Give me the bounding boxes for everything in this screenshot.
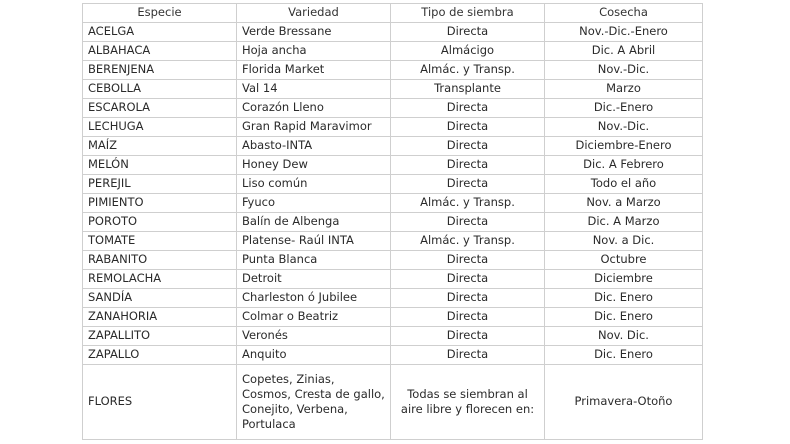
cell-variedad: Punta Blanca bbox=[237, 251, 391, 270]
table-row bbox=[83, 23, 703, 42]
cell-cosecha: Diciembre-Enero bbox=[545, 137, 703, 156]
cell-cosecha: Dic. A Marzo bbox=[545, 213, 703, 232]
cell-cosecha: Dic. Enero bbox=[545, 346, 703, 365]
cell-especie: MAÍZ bbox=[83, 137, 237, 156]
cell-cosecha: Octubre bbox=[545, 251, 703, 270]
cell-variedad: Fyuco bbox=[237, 194, 391, 213]
cell-tipo-de-siembra: Directa bbox=[391, 251, 545, 270]
cell-cosecha: Dic. A Abril bbox=[545, 42, 703, 61]
cell-especie: PIMIENTO bbox=[83, 194, 237, 213]
cell-especie: PEREJIL bbox=[83, 175, 237, 194]
cell-especie: BERENJENA bbox=[83, 61, 237, 80]
table-row bbox=[83, 289, 703, 308]
table-row bbox=[83, 308, 703, 327]
table-row bbox=[83, 270, 703, 289]
cell-especie: REMOLACHA bbox=[83, 270, 237, 289]
cell-cosecha: Nov.-Dic. bbox=[545, 118, 703, 137]
cell-especie: POROTO bbox=[83, 213, 237, 232]
table-row bbox=[83, 175, 703, 194]
cell-tipo-de-siembra: Directa bbox=[391, 327, 545, 346]
cell-variedad: Platense- Raúl INTA bbox=[237, 232, 391, 251]
header-cosecha: Cosecha bbox=[545, 4, 703, 23]
table-row bbox=[83, 42, 703, 61]
cell-cosecha: Dic. A Febrero bbox=[545, 156, 703, 175]
cell-tipo-de-siembra: Almác. y Transp. bbox=[391, 61, 545, 80]
table-row-flores bbox=[83, 365, 703, 440]
cell-cosecha: Dic. Enero bbox=[545, 308, 703, 327]
cell-especie: TOMATE bbox=[83, 232, 237, 251]
cell-especie: RABANITO bbox=[83, 251, 237, 270]
table-row bbox=[83, 232, 703, 251]
cell-especie: ACELGA bbox=[83, 23, 237, 42]
table-row bbox=[83, 156, 703, 175]
cell-variedad: Hoja ancha bbox=[237, 42, 391, 61]
header-variedad: Variedad bbox=[237, 4, 391, 23]
cell-cosecha: Primavera-Otoño bbox=[545, 365, 703, 440]
header-row bbox=[83, 4, 703, 23]
cell-tipo-de-siembra: Almácigo bbox=[391, 42, 545, 61]
cell-cosecha: Nov.-Dic.-Enero bbox=[545, 23, 703, 42]
header-tipo-de-siembra: Tipo de siembra bbox=[391, 4, 545, 23]
table-row bbox=[83, 137, 703, 156]
cell-tipo-de-siembra: Almác. y Transp. bbox=[391, 232, 545, 251]
cell-especie: LECHUGA bbox=[83, 118, 237, 137]
cell-especie: ZANAHORIA bbox=[83, 308, 237, 327]
cell-especie: ZAPALLITO bbox=[83, 327, 237, 346]
cell-variedad: Charleston ó Jubilee bbox=[237, 289, 391, 308]
cell-variedad: Florida Market bbox=[237, 61, 391, 80]
table-row bbox=[83, 80, 703, 99]
cell-especie: CEBOLLA bbox=[83, 80, 237, 99]
cell-cosecha: Dic.-Enero bbox=[545, 99, 703, 118]
cell-variedad: Verde Bressane bbox=[237, 23, 391, 42]
table-row bbox=[83, 213, 703, 232]
cell-especie: MELÓN bbox=[83, 156, 237, 175]
cell-variedad: Corazón Lleno bbox=[237, 99, 391, 118]
cell-tipo-de-siembra: Directa bbox=[391, 308, 545, 327]
table-row bbox=[83, 61, 703, 80]
cell-especie: ALBAHACA bbox=[83, 42, 237, 61]
table-row bbox=[83, 194, 703, 213]
cell-tipo-de-siembra: Todas se siembran al aire libre y florecen en: bbox=[391, 365, 545, 440]
cell-variedad: Abasto-INTA bbox=[237, 137, 391, 156]
cell-especie: SANDÍA bbox=[83, 289, 237, 308]
cell-tipo-de-siembra: Directa bbox=[391, 137, 545, 156]
table-row bbox=[83, 99, 703, 118]
cell-tipo-de-siembra: Directa bbox=[391, 289, 545, 308]
cell-especie: FLORES bbox=[83, 365, 237, 440]
cell-variedad: Val 14 bbox=[237, 80, 391, 99]
cell-variedad: Anquito bbox=[237, 346, 391, 365]
cell-tipo-de-siembra: Directa bbox=[391, 270, 545, 289]
cell-tipo-de-siembra: Directa bbox=[391, 346, 545, 365]
cell-variedad: Copetes, Zinias, Cosmos, Cresta de gallo, Conejito, Verbena, Portulaca bbox=[237, 365, 391, 440]
cell-tipo-de-siembra: Directa bbox=[391, 156, 545, 175]
cell-variedad: Balín de Albenga bbox=[237, 213, 391, 232]
cell-cosecha: Nov. a Marzo bbox=[545, 194, 703, 213]
cell-cosecha: Marzo bbox=[545, 80, 703, 99]
table-row bbox=[83, 327, 703, 346]
cell-tipo-de-siembra: Almác. y Transp. bbox=[391, 194, 545, 213]
cell-cosecha: Dic. Enero bbox=[545, 289, 703, 308]
cell-variedad: Liso común bbox=[237, 175, 391, 194]
cell-tipo-de-siembra: Directa bbox=[391, 23, 545, 42]
header-especie: Especie bbox=[83, 4, 237, 23]
cell-tipo-de-siembra: Transplante bbox=[391, 80, 545, 99]
cell-cosecha: Nov. a Dic. bbox=[545, 232, 703, 251]
cell-cosecha: Todo el año bbox=[545, 175, 703, 194]
cell-variedad: Detroit bbox=[237, 270, 391, 289]
cell-cosecha: Nov.-Dic. bbox=[545, 61, 703, 80]
cell-variedad: Colmar o Beatriz bbox=[237, 308, 391, 327]
cell-variedad: Gran Rapid Maravimor bbox=[237, 118, 391, 137]
cell-tipo-de-siembra: Directa bbox=[391, 175, 545, 194]
table-row bbox=[83, 118, 703, 137]
cell-cosecha: Nov. Dic. bbox=[545, 327, 703, 346]
cell-variedad: Veronés bbox=[237, 327, 391, 346]
cell-especie: ESCAROLA bbox=[83, 99, 237, 118]
table-row bbox=[83, 251, 703, 270]
table-body bbox=[83, 23, 703, 440]
cell-cosecha: Diciembre bbox=[545, 270, 703, 289]
crops-table bbox=[82, 3, 703, 440]
table-row bbox=[83, 346, 703, 365]
cell-tipo-de-siembra: Directa bbox=[391, 99, 545, 118]
cell-variedad: Honey Dew bbox=[237, 156, 391, 175]
cell-tipo-de-siembra: Directa bbox=[391, 213, 545, 232]
cell-especie: ZAPALLO bbox=[83, 346, 237, 365]
cell-tipo-de-siembra: Directa bbox=[391, 118, 545, 137]
